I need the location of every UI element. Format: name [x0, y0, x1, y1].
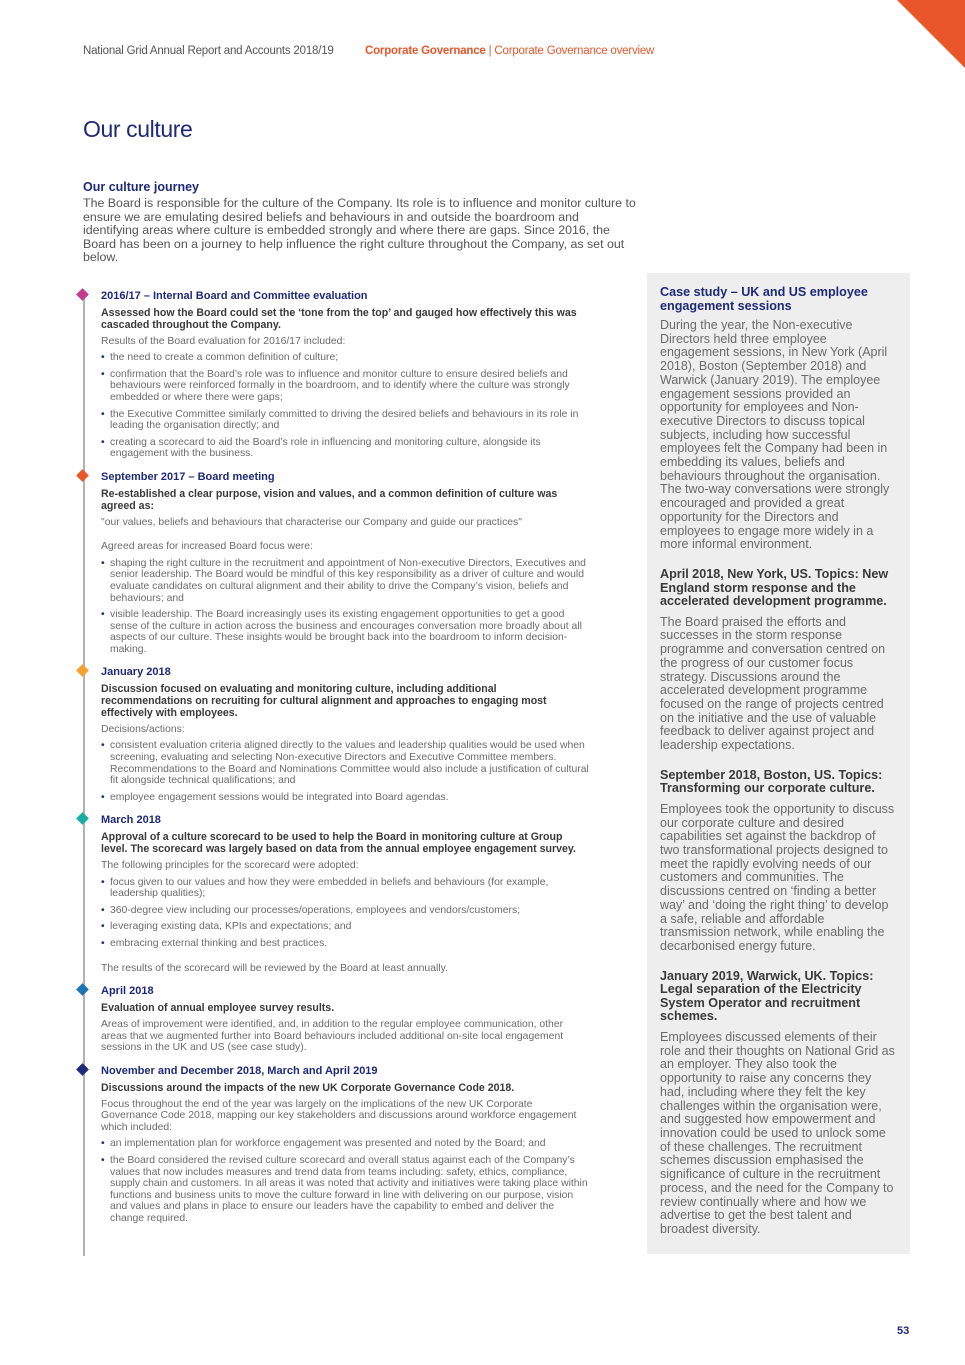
bullet-item: • confirmation that the Board’s role was to influence and monitor culture to ensure desired beliefs and behaviours were reinforced formally in the boardroom, and to identify where the culture was strongly embedded or where there were gaps; — [101, 369, 590, 404]
session-heading: September 2018, Boston, US. Topics: Transforming our corporate culture. — [660, 767, 883, 796]
bullet-item: • the need to create a common definition of culture; — [101, 352, 590, 364]
event-heading: April 2018 — [101, 985, 154, 998]
session-body: The Board praised the efforts and successes in the storm response programme and conversation centred on the progress of our customer focus strategy. Discussions around the accelerated development programme focused on the range of projects centred on the initiative and the use of valuable feedback to deliver against project and leadership expectations. — [660, 614, 886, 753]
event-quote: "our values, beliefs and behaviours that characterise our Company and guide our practices" — [101, 516, 522, 528]
session-heading: April 2018, New York, US. Topics: New England storm response and the accelerated development programme. — [660, 566, 889, 609]
case-study-heading: Case study – UK and US employee engagement sessions — [660, 285, 868, 313]
event-intro: The following principles for the scorecard were adopted: — [101, 860, 359, 872]
event-bullets — [101, 558, 590, 656]
event-lead: Discussion focused on evaluating and monitoring culture, including additional recommendations on recruiting for cultural alignment and approaches to engaging most effectively with employees. — [101, 683, 547, 720]
session-body: Employees discussed elements of their role and their thoughts on National Grid as an employer. They also took the opportunity to raise any concerns they had, including where they felt the key challenges within the organisation were, and suggested how empowerment and innovation could be used to unlock some of these challenges. The recruitment schemes discussion emphasised the significance of culture in the recruitment process, and the need for the Company to review continually where and how we advertise to get the best talent and broadest diversity. — [660, 1030, 895, 1236]
bullet-item: • 360-degree view including our processes/operations, employees and vendors/customers; — [101, 905, 590, 917]
event-bullets — [101, 740, 590, 803]
report-title: National Grid Annual Report and Accounts 2018/19 — [83, 45, 334, 57]
event-intro: Decisions/actions: — [101, 723, 185, 735]
diamond-marker-icon — [76, 813, 89, 826]
bullet-item: • embracing external thinking and best practices. — [101, 938, 590, 950]
session-body: Employees took the opportunity to discuss our corporate culture and desired capabilities set against the backdrop of two transformational projects designed to meet the rapidly evolving needs of our customers and communities. The discussions centred on ‘finding a better way’ and ‘doing the right thing’ to develop a safe, reliable and affordable transmission network, while enabling the decarbonised energy future. — [660, 801, 895, 953]
bullet-item: • consistent evaluation criteria aligned directly to the values and leadership qualities would be used when screening, evaluating and selecting Non-executive Directors and Executive Committee members. Recommendations to the Board and Nominations Committee would also include a justification of cultural fit alongside technical qualifications; and — [101, 740, 590, 786]
bullet-item: • the Board considered the revised culture scorecard and overall status against each of the Company’s values that now includes measures and trend data from teams including: safety, ethics, compliance, supply chain and customers. In all areas it was noted that activity and initiatives were taking place within functions and business units to move the culture forward in line with delivering on our purpose, vision and values and plans in place to ensure our leaders have the capability to embed and deliver the change required. — [101, 1155, 590, 1225]
event-heading: January 2018 — [101, 666, 171, 679]
event-lead: Evaluation of annual employee survey results. — [101, 1002, 335, 1015]
event-heading: November and December 2018, March and April 2019 — [101, 1064, 378, 1077]
bullet-item: • leveraging existing data, KPIs and expectations; and — [101, 921, 590, 933]
case-study-session — [660, 970, 898, 1237]
event-intro: Focus throughout the end of the year was largely on the implications of the new UK Corporate Governance Code 2018, mapping our key stakeholders and discussions around workforce engagement which included: — [101, 1098, 577, 1133]
event-heading: September 2017 – Board meeting — [101, 470, 275, 483]
case-study-session — [660, 769, 898, 954]
bullet-item: • employee engagement sessions would be integrated into Board agendas. — [101, 792, 590, 804]
diamond-marker-icon — [76, 469, 89, 482]
case-study-panel — [647, 273, 910, 1254]
event-heading: March 2018 — [101, 814, 161, 827]
diamond-marker-icon — [76, 1063, 89, 1076]
culture-timeline — [70, 290, 590, 1235]
timeline-event — [70, 666, 590, 803]
bullet-item: • an implementation plan for workforce engagement was presented and noted by the Board; and — [101, 1138, 590, 1150]
intro-body: The Board is responsible for the culture of the Company. Its role is to influence and monitor culture to ensure we are emulating desired beliefs and behaviours in and outside the boardroom and identifying areas where culture is embedded strongly and where there are gaps. Since 2016, the Board has been on a journey to help influence the right culture throughout the Company, as set out below. — [83, 196, 636, 265]
event-lead: Assessed how the Board could set the ‘tone from the top’ and gauged how effectively this was cascaded throughout the Company. — [101, 307, 577, 331]
intro-section — [83, 180, 638, 265]
event-bullets — [101, 1138, 590, 1224]
timeline-event — [70, 814, 590, 974]
event-lead: Approval of a culture scorecard to be used to help the Board in monitoring culture at Group level. The scorecard was largely based on data from the annual employee engagement survey. — [101, 831, 576, 856]
event-bullets — [101, 877, 590, 950]
page-number: 53 — [897, 1325, 910, 1337]
page-title: Our culture — [83, 116, 193, 142]
breadcrumb-separator: | — [485, 45, 495, 57]
breadcrumb-subsection[interactable]: Corporate Governance overview — [494, 45, 655, 57]
breadcrumb-section[interactable]: Corporate Governance — [365, 45, 486, 57]
bullet-item: • shaping the right culture in the recruitment and appointment of Non-executive Directors, Executives and senior leadership. The Board would be mindful of this key responsibility as a driver of culture and would evaluate candidates on cultural alignment and their ability to drive the Company’s vision, beliefs and behaviours; and — [101, 558, 590, 604]
bullet-item: • creating a scorecard to aid the Board’s role in influencing and monitoring culture, alongside its engagement with the business. — [101, 437, 590, 460]
bullet-item: • focus given to our values and how they were embedded in beliefs and behaviours (for example, leadership qualities); — [101, 877, 590, 900]
diamond-marker-icon — [76, 665, 89, 678]
timeline-event — [70, 290, 590, 460]
event-intro: Results of the Board evaluation for 2016/17 included: — [101, 335, 346, 347]
timeline-event — [70, 1065, 590, 1225]
event-lead: Discussions around the impacts of the new UK Corporate Governance Code 2018. — [101, 1081, 515, 1094]
event-bullets — [101, 352, 590, 460]
case-study-body: During the year, the Non-executive Directors held three employee engagement sessions, in New York (April 2018), Boston (September 2018) and Warwick (January 2019). The employee engagement sessions provided an opportunity for employees and Non-executive Directors to discuss topical subjects, including how successful employees felt the Company had been in embedding its values, beliefs and behaviours throughout the organisation. The two-way conversations were strongly encouraged and provided a great opportunity for the Directors and employees to engage more widely in a more informal environment. — [660, 318, 890, 552]
case-study-session — [660, 568, 898, 753]
session-heading: January 2019, Warwick, UK. Topics: Legal separation of the Electricity System Operator and recruitment schemes. — [660, 968, 874, 1024]
event-intro: Agreed areas for increased Board focus were: — [101, 541, 313, 553]
event-intro: Areas of improvement were identified, and, in addition to the regular employee communication, other areas that we augmented further into Board behaviours included additional on-site local engagement sessions in the UK and US (see case study). — [101, 1018, 564, 1054]
diamond-marker-icon — [76, 983, 89, 996]
event-heading: 2016/17 – Internal Board and Committee evaluation — [101, 290, 368, 302]
bullet-item: • the Executive Committee similarly committed to driving the desired beliefs and behaviours in its role in leading the organisation directly; and — [101, 409, 590, 432]
timeline-event — [70, 985, 590, 1054]
page-header — [83, 45, 655, 57]
event-lead: Re-established a clear purpose, vision and values, and a common definition of culture was agreed as: — [101, 487, 558, 512]
bullet-item: • visible leadership. The Board increasingly uses its existing engagement opportunities to get a good sense of the culture in action across the business and encourages conversation more broadly about all aspects of our culture. These insights would be brought back into the boardroom to inform decision-making. — [101, 609, 590, 655]
intro-heading: Our culture journey — [83, 180, 199, 194]
corner-accent-triangle — [897, 0, 965, 68]
breadcrumb — [365, 45, 654, 57]
timeline-event — [70, 471, 590, 656]
event-outro: The results of the scorecard will be reviewed by the Board at least annually. — [101, 962, 448, 974]
diamond-marker-icon — [76, 288, 89, 301]
